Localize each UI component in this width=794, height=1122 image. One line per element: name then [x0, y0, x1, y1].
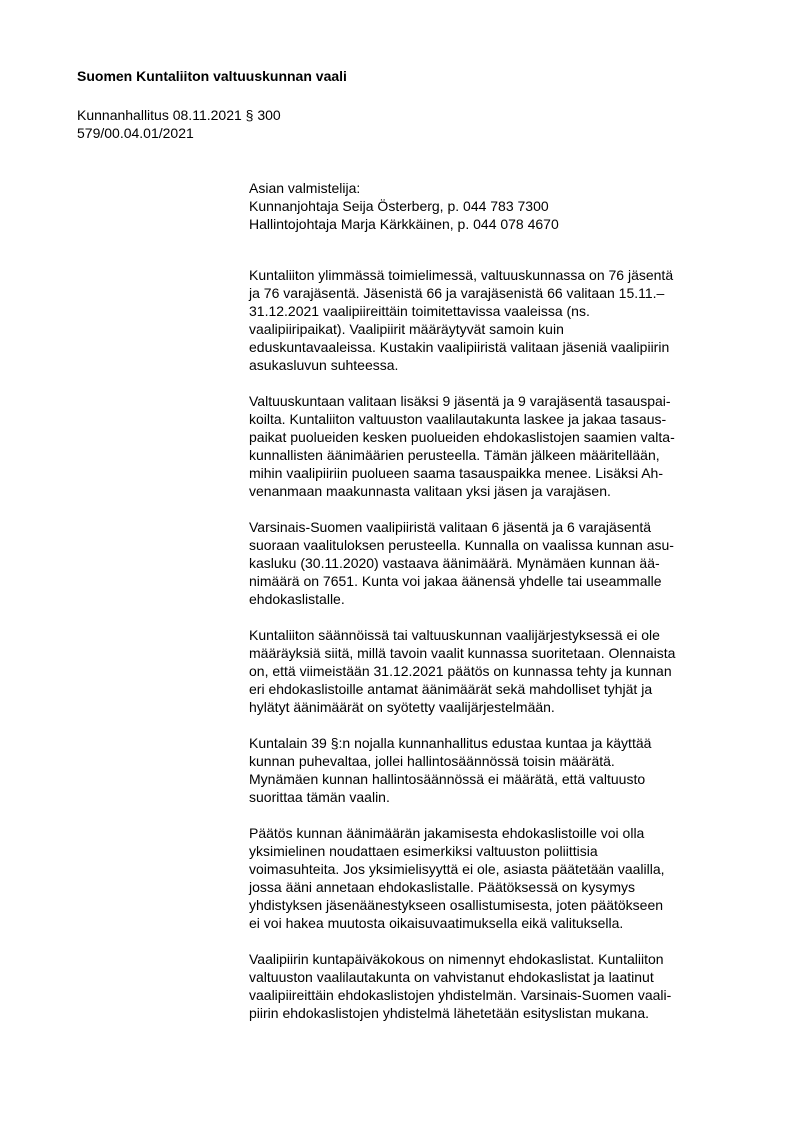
preparer-block: [249, 179, 559, 233]
preparer-line: Hallintojohtaja Marja Kärkkäinen, p. 044 078 4670: [249, 216, 559, 232]
text-line: ei voi hakea muutosta oikaisuvaatimuksella eikä valituksella.: [249, 915, 624, 931]
text-line: paikat puolueiden kesken puolueiden ehdokaslistojen saamien valta-: [249, 429, 675, 445]
text-line: voimasuhteita. Jos yksimielisyyttä ei ole, asiasta päätetään vaalilla,: [249, 861, 665, 877]
text-line: kasluku (30.11.2020) vastaava äänimäärä. Mynämäen kunnan ää-: [249, 555, 660, 571]
paragraph: [249, 734, 739, 806]
text-line: Varsinais-Suomen vaalipiiristä valitaan 6 jäsentä ja 6 varajäsentä: [249, 519, 652, 535]
paragraph: [249, 392, 739, 500]
preparer-label: Asian valmistelija:: [249, 180, 361, 196]
text-line: vaalipiireittäin ehdokaslistojen yhdistelmän. Varsinais-Suomen vaali-: [249, 987, 672, 1003]
text-line: Mynämäen kunnan hallintosäännössä ei määrätä, että valtuusto: [249, 771, 646, 787]
text-line: Vaalipiirin kuntapäiväkokous on nimennyt ehdokaslistat. Kuntaliiton: [249, 951, 664, 967]
meeting-info: [77, 106, 281, 142]
text-line: Päätös kunnan äänimäärän jakamisesta ehdokaslistoille voi olla: [249, 825, 645, 841]
body-text: [249, 266, 739, 1040]
text-line: mihin vaalipiiriin puolueen saama tasauspaikka menee. Lisäksi Ah-: [249, 465, 664, 481]
preparer-line: Kunnanjohtaja Seija Österberg, p. 044 783 7300: [249, 198, 549, 214]
case-number: 579/00.04.01/2021: [77, 125, 194, 141]
text-line: jossa ääni annetaan ehdokaslistalle. Päätöksessä on kysymys: [249, 879, 635, 895]
text-line: on, että viimeistään 31.12.2021 päätös on kunnassa tehty ja kunnan: [249, 663, 672, 679]
text-line: suoraan vaalituloksen perusteella. Kunnalla on vaalissa kunnan asu-: [249, 537, 674, 553]
text-line: valtuuston vaalilautakunta on vahvistanut ehdokaslistat ja laatinut: [249, 969, 654, 985]
text-line: venanmaan maakunnasta valitaan yksi jäsen ja varajäsen.: [249, 483, 611, 499]
text-line: vaalipiiripaikat). Vaalipiirit määräytyvät samoin kuin: [249, 321, 564, 337]
meeting-reference: Kunnanhallitus 08.11.2021 § 300: [77, 107, 281, 123]
text-line: asukasluvun suhteessa.: [249, 357, 399, 373]
paragraph: [249, 824, 739, 932]
text-line: määräyksiä siitä, millä tavoin vaalit kunnassa suoritetaan. Olennaista: [249, 645, 676, 661]
text-line: ja 76 varajäsentä. Jäsenistä 66 ja varajäsenistä 66 valitaan 15.11.–: [249, 285, 665, 301]
text-line: 31.12.2021 vaalipiireittäin toimitettavissa vaaleissa (ns.: [249, 303, 590, 319]
text-line: Valtuuskuntaan valitaan lisäksi 9 jäsentä ja 9 varajäsentä tasauspai-: [249, 393, 671, 409]
text-line: kunnan puhevaltaa, jollei hallintosäännössä toisin määrätä.: [249, 753, 615, 769]
text-line: Kuntaliiton säännöissä tai valtuuskunnan vaalijärjestyksessä ei ole: [249, 627, 660, 643]
text-line: hylätyt äänimäärät on syötetty vaalijärjestelmään.: [249, 699, 555, 715]
paragraph: [249, 950, 739, 1022]
text-line: nimäärä on 7651. Kunta voi jakaa äänensä yhdelle tai useammalle: [249, 573, 662, 589]
paragraph: [249, 266, 739, 374]
text-line: eri ehdokaslistoille antamat äänimäärät sekä mahdolliset tyhjät ja: [249, 681, 653, 697]
text-line: yhdistyksen jäsenäänestykseen osallistumisesta, joten päätökseen: [249, 897, 664, 913]
text-line: kunnallisten äänimäärien perusteella. Tämän jälkeen määritellään,: [249, 447, 660, 463]
text-line: suorittaa tämän vaalin.: [249, 789, 390, 805]
text-line: ehdokaslistalle.: [249, 591, 345, 607]
document-title: Suomen Kuntaliiton valtuuskunnan vaali: [77, 68, 347, 84]
paragraph: [249, 518, 739, 608]
text-line: Kuntalain 39 §:n nojalla kunnanhallitus edustaa kuntaa ja käyttää: [249, 735, 652, 751]
text-line: piirin ehdokaslistojen yhdistelmä lähetetään esityslistan mukana.: [249, 1005, 649, 1021]
text-line: Kuntaliiton ylimmässä toimielimessä, valtuuskunnassa on 76 jäsentä: [249, 267, 674, 283]
text-line: eduskuntavaaleissa. Kustakin vaalipiiristä valitaan jäseniä vaalipiirin: [249, 339, 670, 355]
paragraph: [249, 626, 739, 716]
text-line: yksimielinen noudattaen esimerkiksi valtuuston poliittisia: [249, 843, 598, 859]
text-line: koilta. Kuntaliiton valtuuston vaalilautakunta laskee ja jakaa tasaus-: [249, 411, 667, 427]
